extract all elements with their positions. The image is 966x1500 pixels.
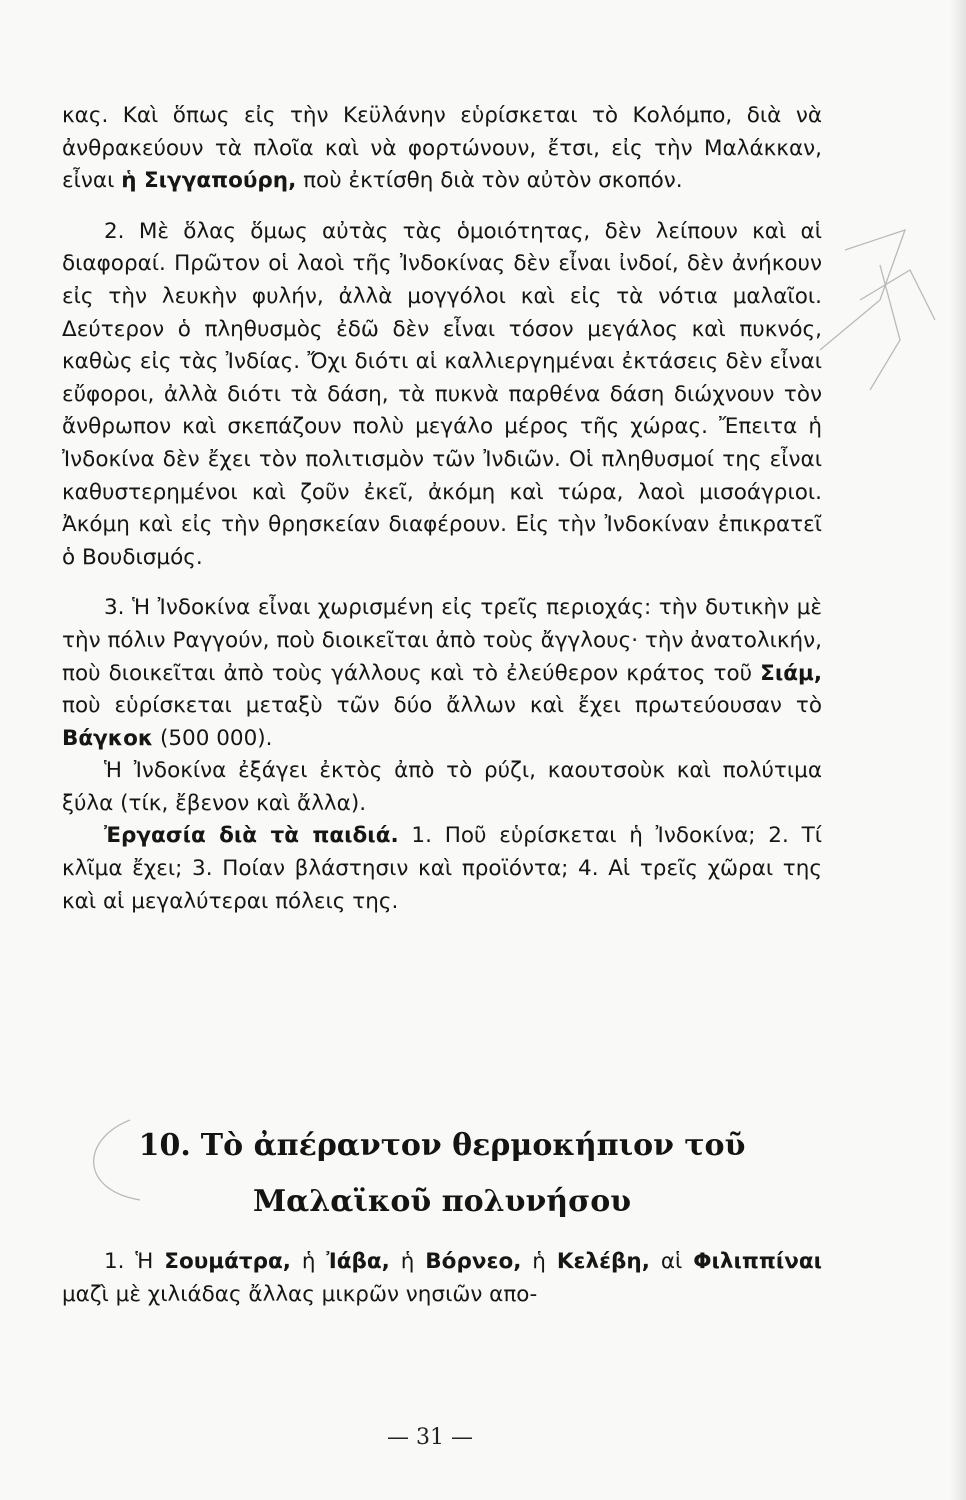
text-run: 1. Ἡ <box>104 1249 165 1274</box>
paragraph-3 <box>62 592 822 755</box>
text-run: 3. Ἡ Ἰνδοκίνα εἶναι χωρισμένη εἰς τρεῖς περιοχάς: τὴν δυτικὴν μὲ τὴν πόλιν Ραγγούν, ποὺ διοικεῖται ἀπὸ τοὺς ἄγγλους· τὴν ἀνατολικήν, ποὺ διοικεῖται ἀπὸ τοὺς γάλλους καὶ τὸ ἐλεύθερον κράτος τοῦ <box>62 595 822 686</box>
section-number: 10. <box>138 1128 191 1163</box>
body-text-bottom <box>62 1246 822 1311</box>
bold-term: Ἰάβα, <box>326 1249 390 1274</box>
exercise-label: Ἐργασία διὰ τὰ παιδιά. <box>104 823 399 849</box>
bold-term: Φιλιππίναι <box>693 1249 823 1274</box>
text-run: (500 000). <box>153 725 273 751</box>
section-heading <box>62 1118 822 1230</box>
paragraph-intro <box>62 100 822 198</box>
bold-term: Βόρνεο, <box>425 1249 522 1274</box>
bold-term: Κελέβη, <box>556 1249 650 1274</box>
text-run: μαζὶ μὲ χιλιάδας ἄλλας μικρῶν νησιῶν απο- <box>62 1281 538 1307</box>
bold-term: Σουμάτρα, <box>164 1249 291 1274</box>
paragraph-2: 2. Μὲ ὅλας ὅμως αὐτὰς τὰς ὁμοιότητας, δὲν λείπουν καὶ αἱ διαφοραί. Πρῶτον οἱ λαοὶ τῆς Ἰνδοκίνας δὲν εἶναι ἰνδοί, δὲν ἀνήκουν εἰς τὴν λευκὴν φυλήν, ἀλλὰ μογγόλοι καὶ εἰς τὰ νότια μαλαῖοι. Δεύτερον ὁ πληθυσμὸς ἐδῶ δὲν εἶναι τόσον μεγάλος καὶ πυκνός, καθὼς εἰς τὰς Ἰνδίας. Ὄχι διότι αἱ καλλιεργημέναι ἐκτάσεις δὲν εἶναι εὔφοροι, ἀλλὰ διότι τὰ δάση, τὰ πυκνὰ παρθένα δάση διώχνουν τὸν ἄνθρωπον καὶ σκεπάζουν πολὺ μεγάλο μέρος τῆς χώρας. Ἔπειτα ἡ Ἰνδοκίνα δὲν ἔχει τὸν πολιτισμὸν τῶν Ἰνδιῶν. Οἱ πληθυσμοί της εἶναι καθυστερημένοι καὶ ζοῦν ἐκεῖ, ἀκόμη καὶ τώρα, λαοὶ μισοάγριοι. Ἀκόμη καὶ εἰς τὴν θρησκείαν διαφέρουν. Εἰς τὴν Ἰνδοκίναν ἐπικρατεῖ ὁ Βουδισμός. <box>62 218 822 570</box>
text-run: ποὺ εὑρίσκεται μεταξὺ τῶν δύο ἄλλων καὶ ἔχει πρωτεύουσαν τὸ <box>62 693 822 719</box>
paragraph-4: Ἡ Ἰνδοκίνα ἐξάγει ἐκτὸς ἀπὸ τὸ ρύζι, καουτσοὺκ καὶ πολύτιμα ξύλα (τίκ, ἔβενον καὶ ἄλλα). <box>62 758 822 816</box>
body-text-top <box>62 100 822 918</box>
paragraph-exercise <box>62 820 822 918</box>
text-run: κας. Καὶ ὅπως εἰς τὴν Κεϋλάνην εὑρίσκεται τὸ Κολόμπο, διὰ νὰ ἀνθρακεύουν τὰ πλοῖα καὶ νὰ φορτώνουν, ἔτσι, εἰς τὴν Μαλάκκαν, εἶναι <box>62 103 822 194</box>
text-run: 1. Ποῦ εὑρίσκεται ἡ Ἰνδοκίνα; 2. Τί κλῖμα ἔχει; 3. Ποίαν βλάστησιν καὶ προϊόντα; 4. Αἱ τρεῖς χῶραι της καὶ αἱ μεγαλύτεραι πόλεις της. <box>62 823 822 914</box>
text-run: ἡ <box>389 1249 426 1274</box>
text-run: αἱ <box>649 1249 694 1274</box>
text-run: ἡ <box>521 1249 557 1274</box>
bold-term: Βάγκοκ <box>62 725 154 751</box>
text-run: ποὺ ἐκτίσθη διὰ τὸν αὐτὸν σκοπόν. <box>296 168 683 194</box>
bold-term: Σιάμ, <box>760 660 822 686</box>
heading-line-2: Μαλαϊκοῦ πολυνήσου <box>252 1184 632 1219</box>
text-run: ἡ <box>290 1249 327 1274</box>
heading-line-1 <box>62 1118 822 1174</box>
paragraph-6 <box>62 1246 822 1311</box>
heading-text: Τὸ ἀπέραντον θερμοκήπιον τοῦ <box>200 1128 746 1163</box>
bold-term: ἡ Σιγγαπούρη, <box>121 168 297 194</box>
page-number: — 31 — <box>387 1425 473 1450</box>
